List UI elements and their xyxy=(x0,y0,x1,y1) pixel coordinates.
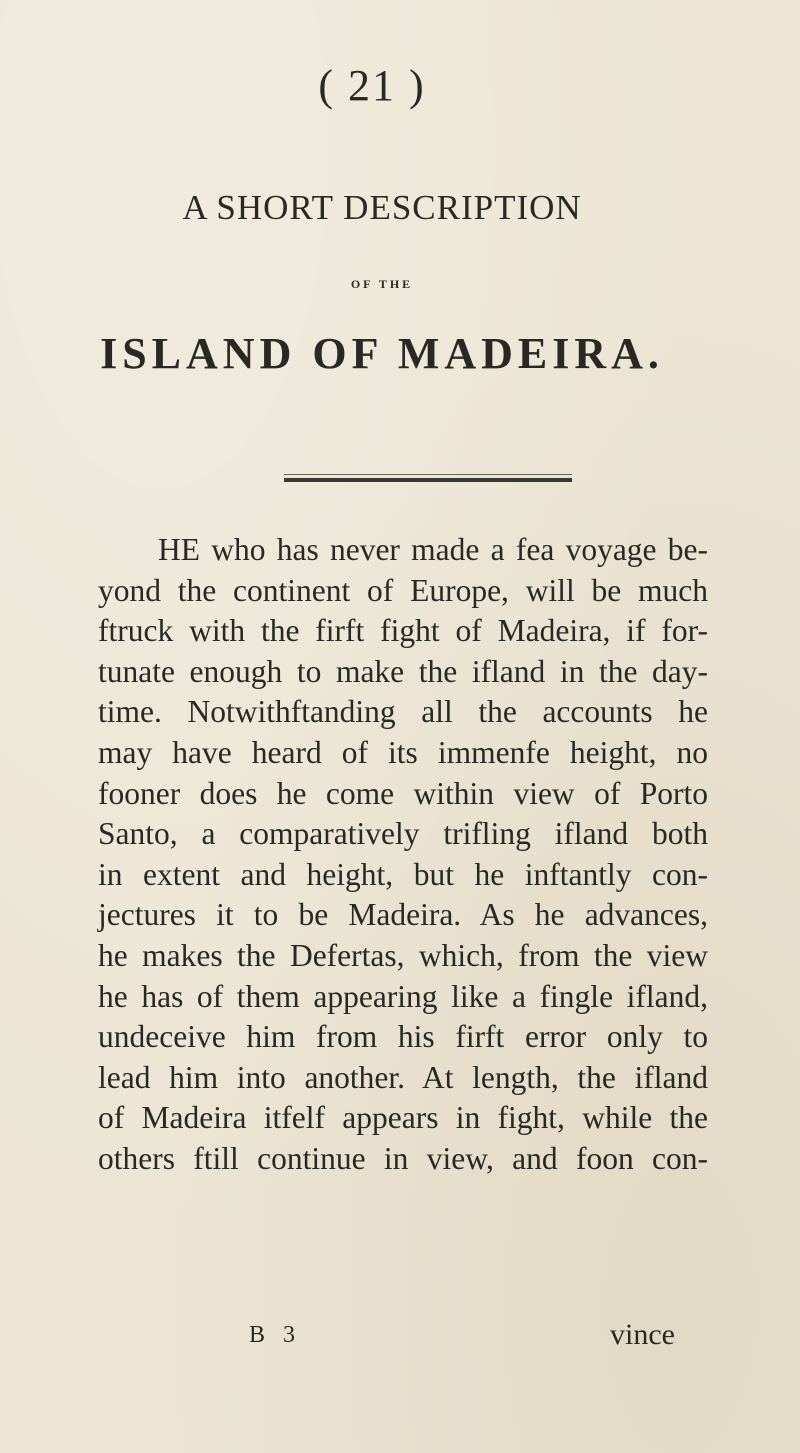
body-line: he has of them appearing like a fingle ifland, xyxy=(98,978,708,1014)
body-line: fooner does he come within view of Porto xyxy=(98,775,708,811)
section-title: ISLAND OF MADEIRA. xyxy=(100,329,664,378)
body-line: in extent and height, but he inftantly con- xyxy=(98,856,708,892)
body-line: yond the continent of Europe, will be much xyxy=(98,572,708,608)
body-line: undeceive him from his firft error only to xyxy=(98,1019,708,1055)
body-line: may have heard of its immenfe height, no xyxy=(98,734,708,770)
divider-rule xyxy=(284,478,572,482)
body-line: tunate enough to make the ifland in the day- xyxy=(98,653,708,689)
body-line: he makes the Defertas, which, from the view xyxy=(98,937,708,973)
body-line: ftruck with the firft fight of Madeira, if for- xyxy=(98,613,708,649)
body-line: of Madeira itfelf appears in fight, while the xyxy=(98,1100,708,1136)
section-heading: A SHORT DESCRIPTION xyxy=(182,188,582,227)
body-line: jectures it to be Madeira. As he advances, xyxy=(98,897,708,933)
body-line: time. Notwithftanding all the accounts he xyxy=(98,694,708,730)
page-number: ( 21 ) xyxy=(318,61,426,110)
body-line: others ftill continue in view, and foon con- xyxy=(98,1140,708,1176)
body-line: lead him into another. At length, the ifland xyxy=(98,1059,708,1095)
signature-mark: B 3 xyxy=(249,1322,302,1348)
body-line: Santo, a comparatively trifling ifland both xyxy=(98,816,708,852)
body-paragraph xyxy=(98,530,708,1180)
divider-rule-thin xyxy=(284,474,572,475)
section-subheading: OF THE xyxy=(350,277,414,291)
catchword: vince xyxy=(610,1318,675,1351)
body-line: HE who has never made a fea voyage be- xyxy=(158,532,708,567)
